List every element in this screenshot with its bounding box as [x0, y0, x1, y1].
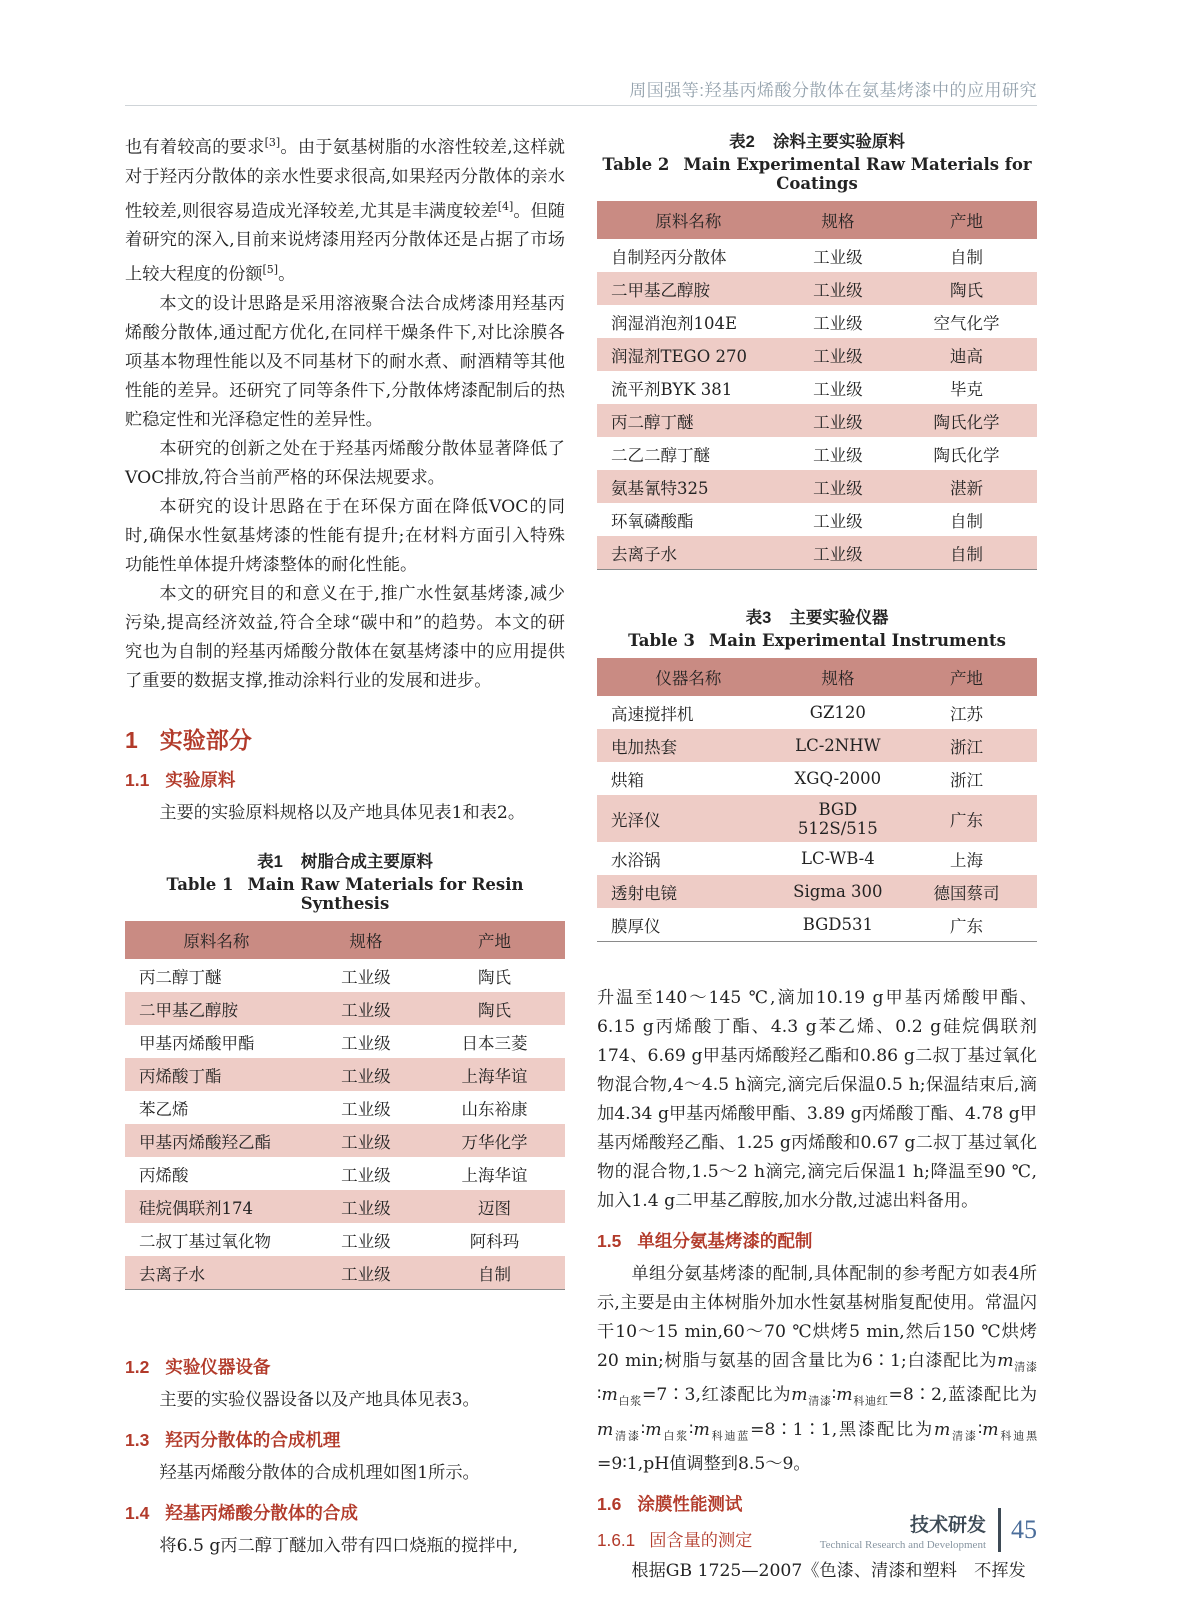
footer-section — [820, 1510, 986, 1551]
paragraph — [125, 128, 565, 290]
table-cell: 丙二醇丁醚 — [139, 967, 222, 987]
table-cell: 工业级 — [813, 412, 863, 432]
table-cell: 烘箱 — [611, 770, 644, 790]
section-title: 单组分氨基烤漆的配制 — [637, 1231, 813, 1251]
text-segment: ∶ — [640, 1419, 646, 1440]
table-cell: 上海华谊 — [461, 1066, 528, 1086]
table-cell: 工业级 — [813, 544, 863, 564]
table-row — [125, 1058, 565, 1091]
text-segment: m — [836, 1385, 853, 1406]
page-number: 45 — [1011, 1515, 1037, 1544]
right-column — [597, 128, 1037, 1586]
table-cell: 迪高 — [949, 346, 983, 366]
table-cell: LC-WB-4 — [801, 849, 875, 868]
table1-caption — [125, 848, 565, 913]
section-number: 1.6 — [597, 1494, 622, 1515]
table-cell: BGD 512S/515 — [797, 799, 878, 838]
table-cell: GZ120 — [809, 703, 866, 722]
table-cell: 工业级 — [341, 1000, 391, 1020]
paragraph: 本文的设计思路是采用溶液聚合法合成烤漆用羟基丙烯酸分散体,通过配方优化,在同样干燥条件下,对比涂膜各项基本物理性能以及不同基材下的耐水煮、耐酒精等其他性能的差异。还研究了同等条件下,分散体烤漆配制后的热贮稳定性和光泽稳定性的差异性。 — [125, 294, 565, 431]
text-segment: 单组分氨基烤漆的配制,具体配制的参考配方如表4所示,主要是由主体树脂外加水性氨基树脂复配使用。常温闪干10～15 min,60～70 ℃烘烤5 min,然后150 ℃烘烤20 min;树脂与氨基的固含量比为6∶1;白漆配比为 — [597, 1264, 1037, 1371]
table-cell: 浙江 — [949, 770, 983, 790]
table3-caption — [597, 604, 1037, 650]
paragraph: 根据GB 1725—2007《色漆、清漆和塑料 不挥发 — [631, 1561, 1026, 1582]
table-row — [597, 503, 1037, 536]
page-footer — [820, 1508, 1037, 1552]
table-cell: 环氧磷酸酯 — [611, 511, 694, 531]
table-cell: 阿科玛 — [469, 1231, 520, 1251]
table-row — [597, 696, 1037, 729]
subscript: 清漆 — [613, 1429, 641, 1443]
column-header: 规格 — [780, 201, 896, 239]
paragraph: 升温至140～145 ℃,滴加10.19 g甲基丙烯酸甲酯、6.15 g丙烯酸丁酯、4.3 g苯乙烯、0.2 g硅烷偶联剂174、6.69 g甲基丙烯酸羟乙酯和0.86 g二叔丁基过氧化物混合物,4～4.5 h滴完,滴完后保温0.5 h;保温结束后,滴加4.34 g甲基丙烯酸甲酯、3.89 g丙烯酸丁酯、4.78 g甲基丙烯酸羟乙酯、1.25 g丙烯酸和0.67 g二叔丁基过氧化物的混合物,1.5～2 h滴完,滴完后保温1 h;降温至90 ℃,加入1.4 g二甲基乙醇胺,加水分散,过滤出料备用。 — [597, 988, 1037, 1211]
table-cell: 去离子水 — [139, 1264, 205, 1284]
text-segment: =8∶1∶1,黑漆配比为 — [750, 1419, 935, 1440]
text-segment: m — [982, 1419, 999, 1440]
table-cell: 电加热套 — [611, 737, 677, 757]
table-row — [597, 842, 1037, 875]
section-number: 1 — [125, 727, 138, 754]
subscript: 科迪红 — [852, 1394, 889, 1408]
table-cell: 二甲基乙醇胺 — [139, 1000, 238, 1020]
table-cell: 氨基氰特325 — [611, 478, 709, 498]
section-number: 1.6.1 — [597, 1530, 636, 1551]
table-cell: 德国蔡司 — [933, 883, 1000, 903]
text-segment: 也有着较高的要求 — [125, 137, 265, 158]
table-cell: 自制 — [949, 544, 983, 564]
table-cell: LC-2NHW — [795, 736, 881, 755]
table-cell: 光泽仪 — [611, 810, 661, 830]
table-cell: 陶氏 — [477, 1000, 511, 1020]
table-cell: 广东 — [949, 916, 983, 936]
table-row — [125, 1190, 565, 1223]
table1-resin-raw-materials — [125, 921, 565, 1290]
table-row — [597, 239, 1037, 272]
section-number: 1.3 — [125, 1430, 150, 1451]
table-cell: 去离子水 — [611, 544, 677, 564]
table-cell: 丙二醇丁醚 — [611, 412, 694, 432]
table-cell: 山东裕康 — [461, 1099, 528, 1119]
table-cell: 上海 — [949, 850, 983, 870]
section-heading-1-4 — [125, 1500, 565, 1525]
text-segment: 。但随着研究的深入,目前来说烤漆用羟丙分散体还是占据了市场上较大程度的份额 — [125, 201, 565, 286]
text-segment: ∶ — [831, 1385, 837, 1406]
table2-caption — [597, 128, 1037, 193]
text-segment: m — [645, 1419, 662, 1440]
table-cell: 工业级 — [813, 478, 863, 498]
table-cell: 广东 — [949, 810, 983, 830]
table-row — [597, 437, 1037, 470]
left-column — [125, 128, 565, 1586]
table-row — [125, 1256, 565, 1290]
footer-section-cn: 技术研发 — [909, 1514, 986, 1536]
table3-caption-cn: 表3 主要实验仪器 — [745, 609, 889, 627]
column-header: 仪器名称 — [597, 658, 780, 696]
text-segment: ∶ — [597, 1385, 602, 1406]
table-cell: 工业级 — [813, 445, 863, 465]
text-segment: 。 — [278, 265, 296, 286]
table-cell: 工业级 — [813, 511, 863, 531]
table-cell: 自制 — [949, 511, 983, 531]
section-heading-1-3 — [125, 1427, 565, 1452]
subscript: 白浆 — [617, 1394, 642, 1408]
table2-caption-cn: 表2 涂料主要实验原料 — [729, 133, 905, 151]
table-row — [597, 875, 1037, 908]
table-cell: 工业级 — [813, 247, 863, 267]
table3-caption-en: Table 3 Main Experimental Instruments — [628, 631, 1006, 650]
paragraph: 将6.5 g丙二醇丁醚加入带有四口烧瓶的搅拌中, — [159, 1536, 519, 1557]
section-title: 羟基丙烯酸分散体的合成 — [165, 1503, 358, 1524]
table-cell: 甲基丙烯酸羟乙酯 — [139, 1132, 271, 1152]
table-row — [125, 1091, 565, 1124]
table-cell: 日本三菱 — [461, 1033, 528, 1053]
table-row — [597, 305, 1037, 338]
paragraph: 主要的实验仪器设备以及产地具体见表3。 — [159, 1390, 480, 1411]
table-cell: 自制羟丙分散体 — [611, 247, 727, 267]
paragraph: 本文的研究目的和意义在于,推广水性氨基烤漆,减少污染,提高经济效益,符合全球“碳中和”的趋势。本文的研究也为自制的羟基丙烯酸分散体在氨基烤漆中的应用提供了重要的数据支撑,推动涂料行业的发展和进步。 — [125, 584, 565, 692]
section-title: 羟丙分散体的合成机理 — [165, 1430, 341, 1451]
table-cell: 工业级 — [341, 967, 391, 987]
subscript: 清漆 — [950, 1429, 978, 1443]
section-title: 固含量的测定 — [649, 1530, 753, 1551]
section-heading-1-5 — [597, 1228, 1037, 1253]
table-cell: 透射电镜 — [611, 883, 677, 903]
table1-caption-en: Table 1 Main Raw Materials for Resin Synthesis — [166, 875, 524, 914]
table-cell: 硅烷偶联剂174 — [139, 1198, 253, 1218]
column-header: 原料名称 — [597, 201, 780, 239]
table-cell: 陶氏化学 — [933, 412, 1000, 432]
table-row — [597, 371, 1037, 404]
subscript: 科迪黑 — [998, 1429, 1038, 1443]
table-cell: 二甲基乙醇胺 — [611, 280, 710, 300]
text-segment: ∶ — [977, 1419, 983, 1440]
running-title: 周国强等:羟基丙烯酸分散体在氨基烤漆中的应用研究 — [629, 81, 1037, 100]
table-cell: 浙江 — [949, 737, 983, 757]
column-header: 产地 — [424, 921, 565, 959]
table3-instruments — [597, 658, 1037, 942]
reference-superscript: [3] — [264, 136, 281, 149]
table-cell: 空气化学 — [933, 313, 1000, 333]
column-header: 产地 — [896, 201, 1037, 239]
text-segment: 。由于氨基树脂的水溶性较差,这样就对于羟丙分散体的亲水性要求很高,如果羟丙分散体的亲水性较差,则很容易造成光泽较差,尤其是丰满度较差 — [125, 137, 565, 222]
table-header-row — [597, 658, 1037, 696]
two-column-layout — [125, 128, 1037, 1586]
table-row — [597, 470, 1037, 503]
section-number: 1.4 — [125, 1503, 150, 1524]
table-cell: 迈图 — [477, 1198, 511, 1218]
table-cell: 润湿消泡剂104E — [611, 313, 738, 333]
table-cell: 工业级 — [341, 1066, 391, 1086]
text-segment: =7∶3,红漆配比为 — [642, 1385, 792, 1406]
table-cell: 工业级 — [341, 1198, 391, 1218]
text-segment: m — [693, 1419, 710, 1440]
table-row — [125, 959, 565, 992]
section-title: 实验原料 — [165, 770, 236, 791]
column-header: 规格 — [780, 658, 896, 696]
section-heading-1-2 — [125, 1354, 565, 1379]
table-cell: 工业级 — [341, 1231, 391, 1251]
column-header: 产地 — [896, 658, 1037, 696]
table-row — [125, 1223, 565, 1256]
table-row — [597, 762, 1037, 795]
header-rule — [125, 105, 1037, 106]
table-cell: 毕克 — [949, 379, 983, 399]
table-cell: 陶氏 — [477, 967, 511, 987]
table-cell: 江苏 — [949, 704, 983, 724]
table-row — [597, 338, 1037, 371]
table2-coating-raw-materials — [597, 201, 1037, 570]
text-segment: =8∶2,蓝漆配比为 — [888, 1385, 1038, 1406]
table-cell: 流平剂BYK 381 — [611, 379, 733, 399]
text-segment: ∶ — [689, 1419, 694, 1440]
text-segment: m — [997, 1351, 1014, 1371]
table-cell: 工业级 — [341, 1165, 391, 1185]
table-cell: XGQ-2000 — [794, 769, 882, 788]
table-row — [597, 272, 1037, 305]
paragraph: 羟基丙烯酸分散体的合成机理如图1所示。 — [159, 1463, 480, 1484]
table-row — [597, 795, 1037, 842]
table-row — [125, 1025, 565, 1058]
paragraph: 本研究的创新之处在于羟基丙烯酸分散体显著降低了VOC排放,符合当前严格的环保法规要求。 — [125, 439, 565, 489]
table-cell: 高速搅拌机 — [611, 704, 694, 724]
table-cell: 膜厚仪 — [611, 916, 661, 936]
text-segment: m — [791, 1385, 808, 1406]
table-cell: Sigma 300 — [793, 882, 883, 901]
table-cell: 万华化学 — [461, 1132, 528, 1152]
footer-section-en: Technical Research and Development — [819, 1538, 986, 1551]
subscript: 清漆 — [807, 1394, 832, 1408]
table-row — [125, 1124, 565, 1157]
table-cell: 陶氏 — [949, 280, 983, 300]
table1-caption-cn: 表1 树脂合成主要原料 — [257, 853, 433, 872]
text-segment: m — [934, 1419, 951, 1440]
column-header: 规格 — [308, 921, 424, 959]
subscript: 白浆 — [661, 1429, 690, 1443]
table-row — [597, 908, 1037, 942]
text-segment: m — [601, 1385, 618, 1406]
section-number: 1.5 — [597, 1231, 622, 1251]
table-row — [597, 536, 1037, 570]
table-cell: 甲基丙烯酸甲酯 — [139, 1033, 255, 1053]
table-cell: 二乙二醇丁醚 — [611, 445, 710, 465]
table-cell: 自制 — [477, 1264, 511, 1284]
section-heading-1 — [125, 722, 565, 755]
text-segment: =9∶1,pH值调整到8.5～9。 — [597, 1454, 811, 1475]
section-title: 实验部分 — [159, 727, 252, 754]
reference-superscript: [4] — [497, 199, 514, 213]
table-row — [597, 404, 1037, 437]
table-cell: 上海华谊 — [461, 1165, 528, 1185]
table-row — [125, 1157, 565, 1190]
section-number: 1.2 — [125, 1357, 150, 1378]
table-cell: 工业级 — [813, 313, 863, 333]
table-cell: 水浴锅 — [611, 850, 661, 870]
table-header-row — [597, 201, 1037, 239]
table-cell: 丙烯酸 — [139, 1165, 189, 1185]
table-cell: 二叔丁基过氧化物 — [139, 1231, 271, 1251]
subscript: 科迪蓝 — [709, 1429, 751, 1443]
table-cell: 工业级 — [341, 1264, 391, 1284]
section-number: 1.1 — [125, 770, 150, 791]
table-cell: 工业级 — [813, 379, 863, 399]
table-cell: 工业级 — [813, 346, 863, 366]
table-cell: 工业级 — [341, 1132, 391, 1152]
section-title: 涂膜性能测试 — [637, 1494, 743, 1515]
paragraph: 主要的实验原料规格以及产地具体见表1和表2。 — [159, 803, 526, 824]
text-segment: m — [597, 1419, 614, 1440]
table-header-row — [125, 921, 565, 959]
subscript: 清漆 — [1013, 1360, 1038, 1374]
table-cell: 工业级 — [341, 1033, 391, 1053]
table2-caption-en: Table 2 Main Experimental Raw Materials for Coatings — [602, 155, 1032, 193]
section-heading-1-1 — [125, 767, 565, 792]
table-cell: 湛新 — [949, 478, 983, 498]
table-cell: BGD531 — [802, 915, 874, 934]
table-cell: 陶氏化学 — [933, 445, 1000, 465]
section-title: 实验仪器设备 — [165, 1357, 271, 1378]
table-cell: 自制 — [949, 247, 983, 267]
table-cell: 工业级 — [813, 280, 863, 300]
column-header: 原料名称 — [125, 921, 308, 959]
paragraph — [597, 1260, 1037, 1479]
reference-superscript: [5] — [262, 263, 279, 277]
table-cell: 丙烯酸丁酯 — [139, 1066, 222, 1086]
table-cell: 苯乙烯 — [139, 1099, 189, 1119]
table-cell: 工业级 — [341, 1099, 391, 1119]
paragraph: 本研究的设计思路在于在环保方面在降低VOC的同时,确保水性氨基烤漆的性能有提升;在材料方面引入特殊功能性单体提升烤漆整体的耐化性能。 — [125, 497, 565, 576]
footer-divider — [998, 1508, 1001, 1552]
table-cell: 润湿剂TEGO 270 — [611, 346, 747, 366]
table-row — [125, 992, 565, 1025]
table-row — [597, 729, 1037, 762]
